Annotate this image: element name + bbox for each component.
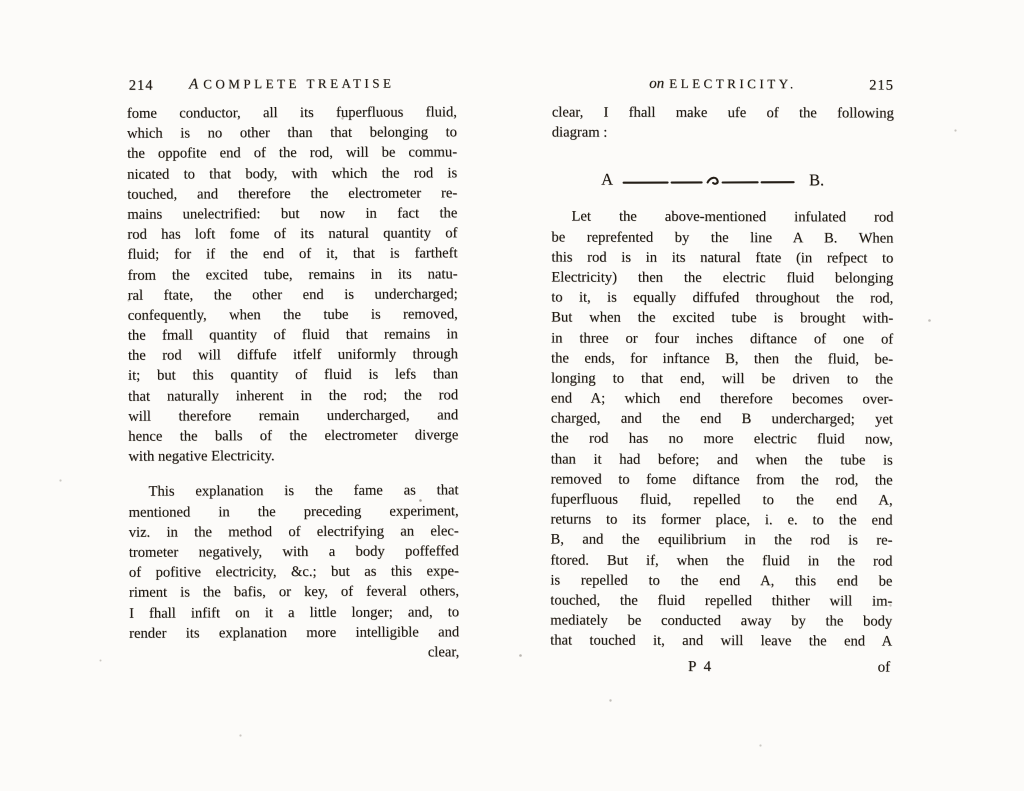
running-header-right [552, 75, 894, 98]
page-body-right [550, 102, 894, 681]
text-line: confequently, when the tube is removed, [127, 306, 458, 324]
text-line: riment is the bafis, or key, of feveral others, [128, 583, 460, 602]
text-line: the rod will diffufe itfelf uniformly through [127, 346, 458, 364]
page-right [550, 75, 894, 681]
text-line: removed to fome diftance from the rod, the [550, 471, 893, 489]
text-line: B, and the equilibrium in the rod is re- [550, 531, 893, 549]
text-line: of pofitive electricity, &c.; but as this expe- [128, 563, 459, 581]
rod-diagram [562, 170, 864, 191]
signature-mark: P 4 [688, 658, 714, 675]
text-line: the ends, for inftance B, then the fluid, be- [551, 350, 894, 368]
text-line: ral ftate, the other end is undercharged; [127, 285, 458, 304]
text-line: longing to that end, will be driven to the [550, 370, 894, 388]
text-line: This explanation is the fame as that [148, 482, 459, 501]
text-line: diagram : [551, 124, 608, 141]
text-line: hence the balls of the electrometer diverge [128, 427, 459, 445]
text-line: returns to its former place, i. e. to the end [550, 511, 893, 529]
text-line: But when the excited tube is brought with- [551, 309, 894, 327]
diagram-label-a: A [601, 169, 614, 190]
running-title-left [127, 75, 457, 93]
text-line: touched, the fluid repelled thither will im- [550, 592, 893, 610]
page-number-left: 214 [128, 77, 154, 94]
text-line: from the excited tube, remains in its natu- [127, 265, 458, 284]
text-line: nicated to that body, with which the rod is [127, 164, 458, 183]
text-line: than it had before; and when the tube is [550, 451, 893, 469]
diagram-label-b: B. [808, 170, 825, 190]
running-title-right [552, 75, 894, 93]
rod-line-icon [622, 174, 800, 189]
text-line: that touched it, and will leave the end A [550, 632, 893, 650]
text-line: will therefore remain undercharged, and [128, 407, 459, 425]
text-line: fluid; for if the end of it, that is fartheft [127, 245, 458, 264]
text-line: end A; which end therefore becomes over- [550, 390, 893, 408]
text-line: render its explanation more intelligible and [129, 623, 460, 642]
paragraph [552, 102, 894, 143]
text-line: ftored. But if, when the fluid in the rod [550, 552, 893, 570]
text-line: it; but this quantity of fluid is lefs than [127, 366, 459, 385]
text-line: be reprefented by the line A B. When [551, 229, 894, 247]
text-line: the fmall quantity of fluid that remains in [127, 326, 458, 344]
running-title-left-caps: COMPLETE TREATISE [203, 75, 395, 92]
text-line: clear, I fhall make ufe of the following [551, 104, 894, 122]
running-title-right-italic: on [649, 75, 665, 92]
page-number-right: 215 [869, 77, 894, 94]
text-line: fome conductor, all its fuperfluous fluid, [126, 104, 457, 122]
scan-noise [0, 0, 1, 1]
text-line: charged, and the end B undercharged; yet [550, 410, 893, 428]
paragraph [550, 207, 893, 652]
text-line: Let the above-mentioned infulated rod [571, 208, 894, 226]
text-line: fuperfluous fluid, repelled to the end A, [550, 491, 893, 509]
paragraph [127, 102, 459, 467]
paragraph [128, 481, 459, 664]
running-title-right-caps: ELECTRICITY. [669, 75, 797, 92]
text-line: Electricity) then the electric fluid belonging [551, 269, 894, 287]
text-line: with negative Electricity. [128, 448, 275, 465]
text-line: which is no other than that belonging to [126, 124, 458, 142]
page-body-left [127, 102, 459, 663]
running-title-left-italic: A [189, 76, 199, 93]
running-header-left [127, 75, 457, 98]
text-line: in three or four inches diftance of one of [551, 329, 894, 348]
text-line: this rod is in its natural ftate (in refpect to [551, 249, 894, 267]
text-line: is repelled to the end A, this end be [550, 572, 893, 590]
text-line: mediately be conducted away by the body [550, 612, 893, 630]
text-line: the oppofite end of the rod, will be commu- [127, 144, 458, 163]
text-line: I fhall infift on it a little longer; and, to [129, 603, 460, 622]
text-line: viz. in the method of electrifying an elec- [128, 523, 459, 541]
text-line: mains unelectrified: but now in fact the [127, 205, 458, 223]
text-line: rod has loft fome of its natural quantity of [127, 225, 458, 243]
text-line: trometer negatively, with a body poffeffed [128, 543, 459, 561]
text-line: to it, is equally diffufed throughout the rod, [551, 289, 894, 307]
text-line: that naturally inherent in the rod; the rod [128, 386, 459, 405]
catchword: of [877, 658, 891, 676]
page-footer [550, 658, 892, 681]
text-line: mentioned in the preceding experiment, [128, 502, 459, 521]
text-line: the rod has no more electric fluid now, [550, 430, 893, 448]
text-line: touched, and therefore the electrometer re- [127, 185, 458, 203]
text-line: clear, [427, 644, 460, 661]
page-left [127, 75, 460, 663]
